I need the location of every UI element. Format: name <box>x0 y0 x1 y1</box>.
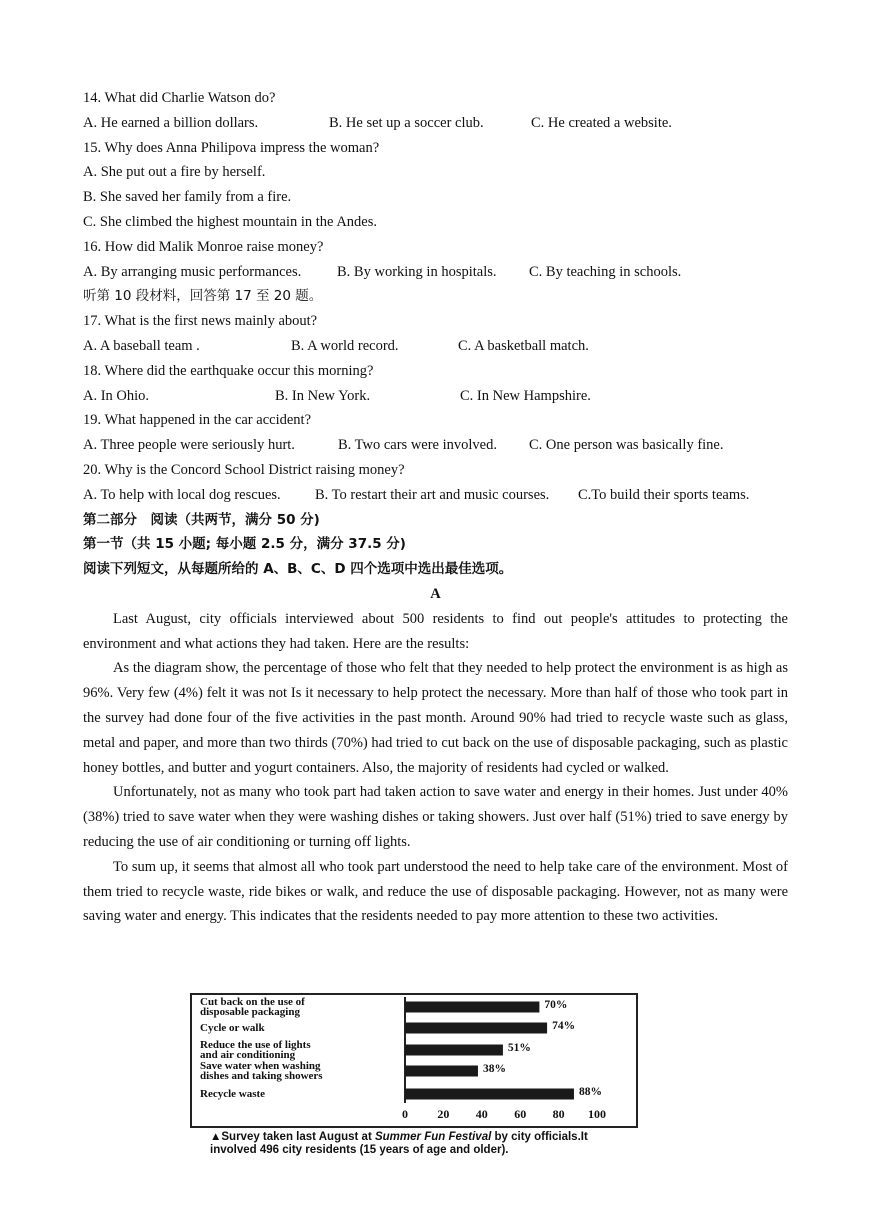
question-19: 19. What happened in the car accident? <box>83 412 311 429</box>
x-tick-label: 60 <box>514 1107 527 1121</box>
part-two-title: 第二部分 阅读（共两节，满分 50 分) <box>83 511 320 528</box>
x-tick-label: 40 <box>475 1107 488 1121</box>
option-b: B. She saved her family from a fire. <box>83 189 292 206</box>
chart-caption <box>210 1131 610 1156</box>
section-10-instruction: 听第 10 段材料，回答第 17 至 20 题。 <box>83 288 323 305</box>
option-a: A. In Ohio. <box>83 387 150 404</box>
bar <box>405 1002 539 1013</box>
option-b: B. A world record. <box>291 337 399 354</box>
section-one-title: 第一节（共 15 小题; 每小题 2.5 分，满分 37.5 分) <box>83 536 406 553</box>
options-20 <box>83 483 788 508</box>
reading-instruction: 阅读下列短文，从每题所给的 A、B、C、D 四个选项中选出最佳选项。 <box>83 561 513 578</box>
option-b: B. In New York. <box>275 387 371 404</box>
x-tick-label: 20 <box>437 1107 450 1121</box>
bar <box>405 1023 547 1034</box>
category-label: dishes and taking showers <box>200 1070 323 1082</box>
options-17 <box>83 334 788 359</box>
passage-paragraph: Last August, city officials interviewed about 500 residents to find out people's attitudes to protecting the environment and what actions they had taken. Here are the results: <box>83 610 788 652</box>
bar <box>405 1045 503 1056</box>
question-14: 14. What did Charlie Watson do? <box>83 90 276 106</box>
option-a: A. A baseball team . <box>83 337 200 354</box>
value-label: 74% <box>552 1020 576 1032</box>
option-a: A. He earned a billion dollars. <box>83 114 259 131</box>
category-label: Cut back on the use of <box>200 996 305 1008</box>
question-16: 16. How did Malik Monroe raise money? <box>83 238 324 255</box>
option-a: A. To help with local dog rescues. <box>83 486 281 503</box>
category-label: Reduce the use of lights <box>200 1039 311 1051</box>
chart-svg <box>192 995 636 1126</box>
category-label: Recycle waste <box>200 1088 266 1100</box>
category-label: and air conditioning <box>200 1049 296 1061</box>
passage-paragraph: As the diagram show, the percentage of those who felt that they needed to help protect the environment is as high as 96%. Very few (4%) felt it was not Is it necessary to help protect the necessary. More than half of those who took part in the survey had done four of the five activities in the past month. Around 90% had tried to recycle waste such as glass, metal and paper, and more than two thirds (70%) had tried to cut back on the use of disposable packaging, such as plastic honey bottles, and butter and yogurt containers. Also, the majority of residents had cycled or walked. <box>83 660 788 776</box>
options-19 <box>83 433 788 458</box>
x-tick-label: 100 <box>588 1107 606 1121</box>
option-c: C. A basketball match. <box>458 337 589 354</box>
category-label: Save water when washing <box>200 1060 321 1072</box>
question-17: 17. What is the first news mainly about? <box>83 313 318 330</box>
x-tick-label: 80 <box>552 1107 565 1121</box>
options-14 <box>83 111 788 136</box>
caption-prefix: ▲Survey taken last August at <box>210 1131 375 1143</box>
option-c: C. She climbed the highest mountain in the Andes. <box>83 213 377 230</box>
passage-paragraph: Unfortunately, not as many who took part had taken action to save water and energy in their homes. Just under 40% (38%) tried to save water when they were washing dishes or taking showers. Just over half (51%) tried to save energy by reducing the use of air conditioning or turning off lights. <box>83 784 788 850</box>
bar <box>405 1066 478 1077</box>
option-a: A. Three people were seriously hurt. <box>83 437 295 454</box>
option-a: A. She put out a fire by herself. <box>83 164 266 181</box>
question-15: 15. Why does Anna Philipova impress the woman? <box>83 139 380 156</box>
category-label: Cycle or walk <box>200 1022 265 1034</box>
options-16 <box>83 260 788 285</box>
x-tick-label: 0 <box>402 1107 408 1121</box>
option-c: C. One person was basically fine. <box>529 437 724 454</box>
bar <box>405 1089 574 1100</box>
passage-label: A <box>430 585 441 602</box>
option-b: B. Two cars were involved. <box>338 437 497 454</box>
survey-bar-chart <box>190 993 638 1128</box>
caption-event: Summer Fun Festival <box>374 1131 492 1143</box>
option-b: B. By working in hospitals. <box>337 263 497 280</box>
option-c: C. In New Hampshire. <box>460 387 591 404</box>
value-label: 51% <box>507 1042 531 1054</box>
option-c: C.To build their sports teams. <box>578 486 750 503</box>
passage-paragraph: To sum up, it seems that almost all who took part understood the need to help take care of the environment. Most of them tried to recycle waste, ride bikes or walk, and reduce the use of disposable packaging. However, not as many were saving water and energy. This indicates that the residents needed to pay more attention to these two activities. <box>83 858 788 925</box>
options-18 <box>83 384 788 409</box>
question-20: 20. Why is the Concord School District raising money? <box>83 461 405 478</box>
option-b: B. To restart their art and music courses. <box>315 486 550 503</box>
value-label: 38% <box>482 1063 506 1075</box>
category-label: disposable packaging <box>200 1006 300 1018</box>
option-a: A. By arranging music performances. <box>83 263 302 280</box>
value-label: 70% <box>544 999 568 1011</box>
question-18: 18. Where did the earthquake occur this morning? <box>83 362 374 379</box>
caption-suffix: by city officials.It involved 496 city residents (15 years of age and older). <box>210 1131 588 1156</box>
option-c: C. He created a website. <box>531 114 672 131</box>
option-b: B. He set up a soccer club. <box>329 114 484 131</box>
exam-page <box>83 86 788 929</box>
value-label: 88% <box>578 1086 602 1098</box>
option-c: C. By teaching in schools. <box>529 263 682 280</box>
